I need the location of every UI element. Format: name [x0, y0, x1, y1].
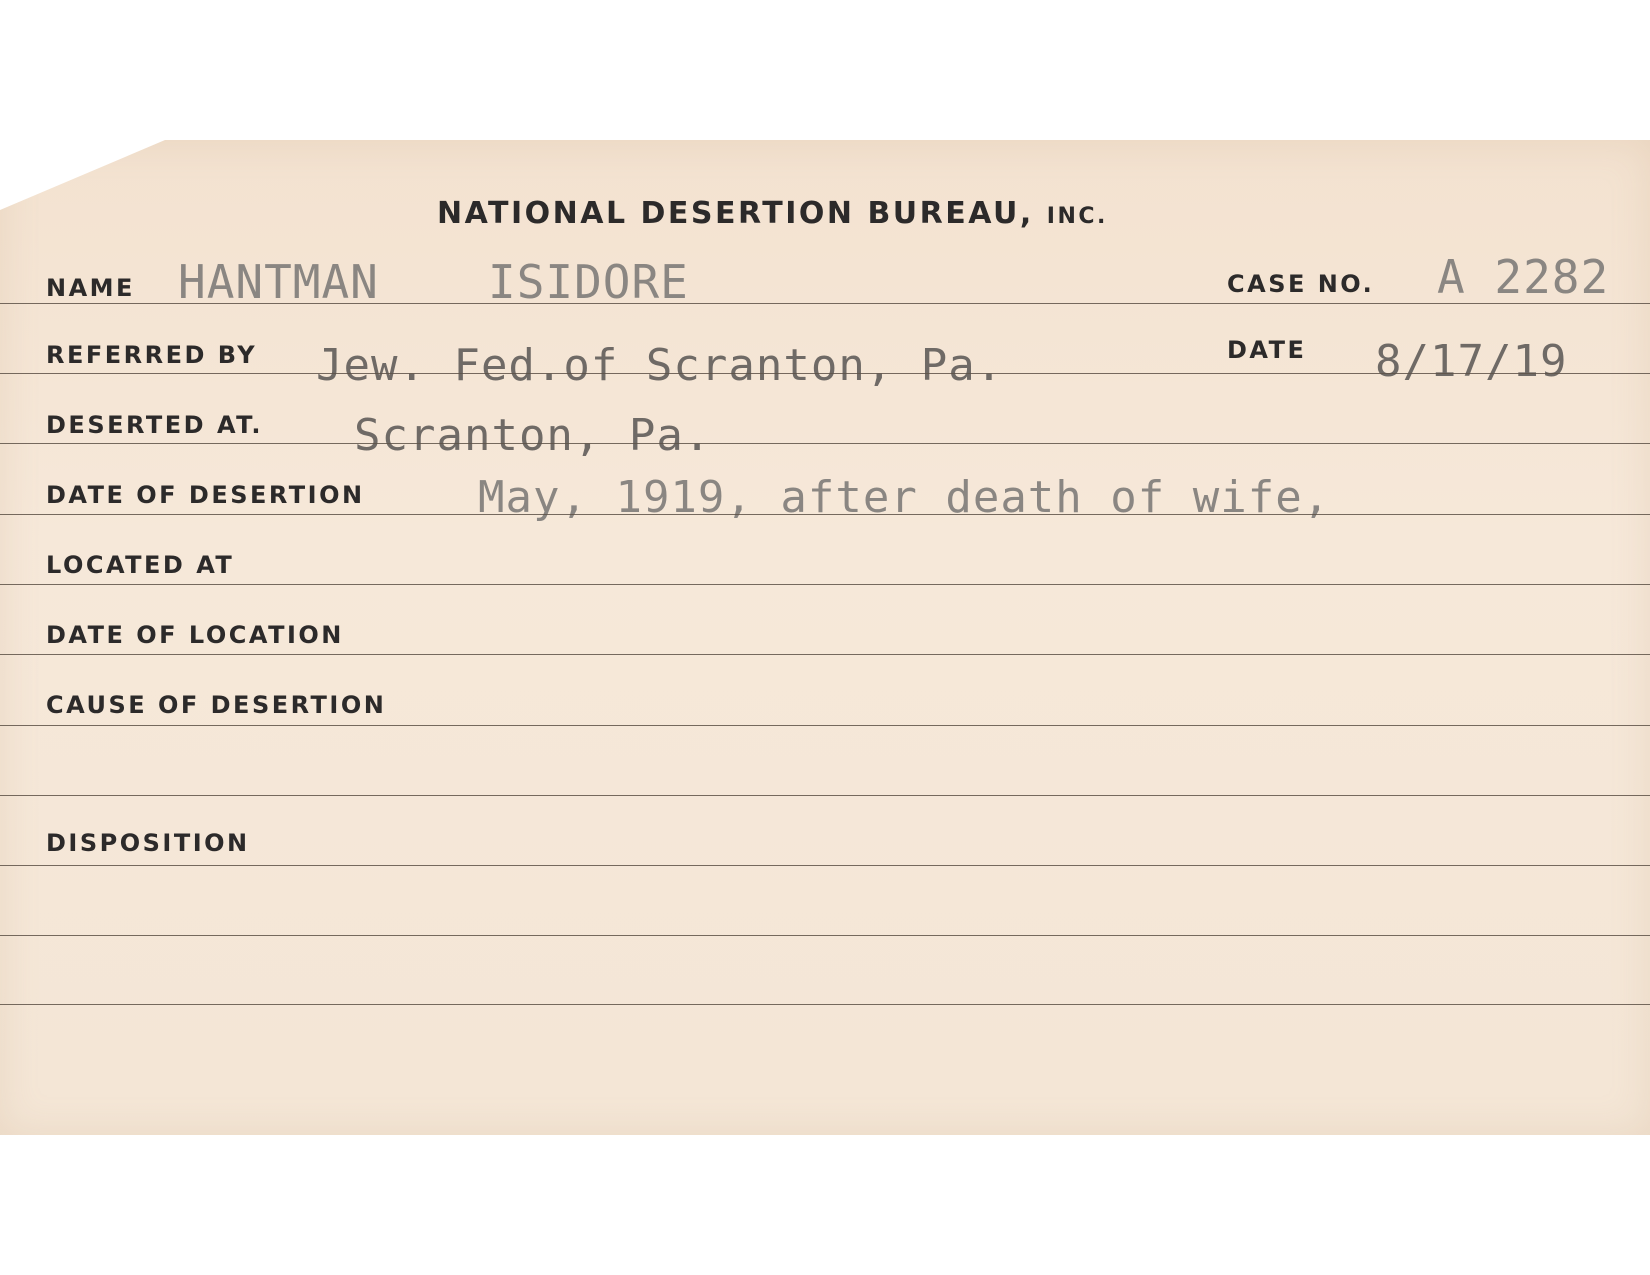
case-no-label: CASE NO.	[1227, 270, 1375, 298]
date-of-desertion-value: May, 1919, after death of wife,	[478, 472, 1331, 523]
card-heading	[437, 196, 1108, 231]
torn-corner	[0, 140, 165, 210]
rule-date-of-desertion	[0, 514, 1650, 515]
rule-disposition-extra-1	[0, 935, 1650, 936]
date-of-desertion-label: DATE OF DESERTION	[46, 481, 365, 509]
referred-by-value: Jew. Fed.of Scranton, Pa.	[316, 340, 1004, 391]
rule-cause-of-desertion	[0, 725, 1650, 726]
name-given: ISIDORE	[488, 255, 689, 309]
card-heading-title: NATIONAL DESERTION BUREAU,	[437, 196, 1034, 231]
rule-deserted-at	[0, 443, 1650, 444]
name-surname: HANTMAN	[178, 255, 379, 309]
rule-located-at	[0, 584, 1650, 585]
name-label: NAME	[46, 274, 135, 302]
deserted-at-label: DESERTED AT.	[46, 411, 263, 439]
rule-disposition	[0, 865, 1650, 866]
case-card	[0, 140, 1650, 1135]
disposition-label: DISPOSITION	[46, 829, 250, 857]
card-heading-suffix: INC.	[1046, 204, 1108, 229]
deserted-at-value: Scranton, Pa.	[354, 410, 712, 461]
date-of-location-label: DATE OF LOCATION	[46, 621, 344, 649]
cause-of-desertion-label: CAUSE OF DESERTION	[46, 691, 387, 719]
rule-cause-of-desertion-extra	[0, 795, 1650, 796]
case-no-value: A 2282	[1437, 250, 1610, 304]
date-label: DATE	[1227, 336, 1307, 364]
rule-disposition-extra-2	[0, 1004, 1650, 1005]
date-value: 8/17/19	[1375, 336, 1568, 387]
rule-date-of-location	[0, 654, 1650, 655]
rule-referred-by	[0, 373, 1650, 374]
referred-by-label: REFERRED BY	[46, 341, 258, 369]
rule-name	[0, 303, 1650, 304]
located-at-label: LOCATED AT	[46, 551, 235, 579]
